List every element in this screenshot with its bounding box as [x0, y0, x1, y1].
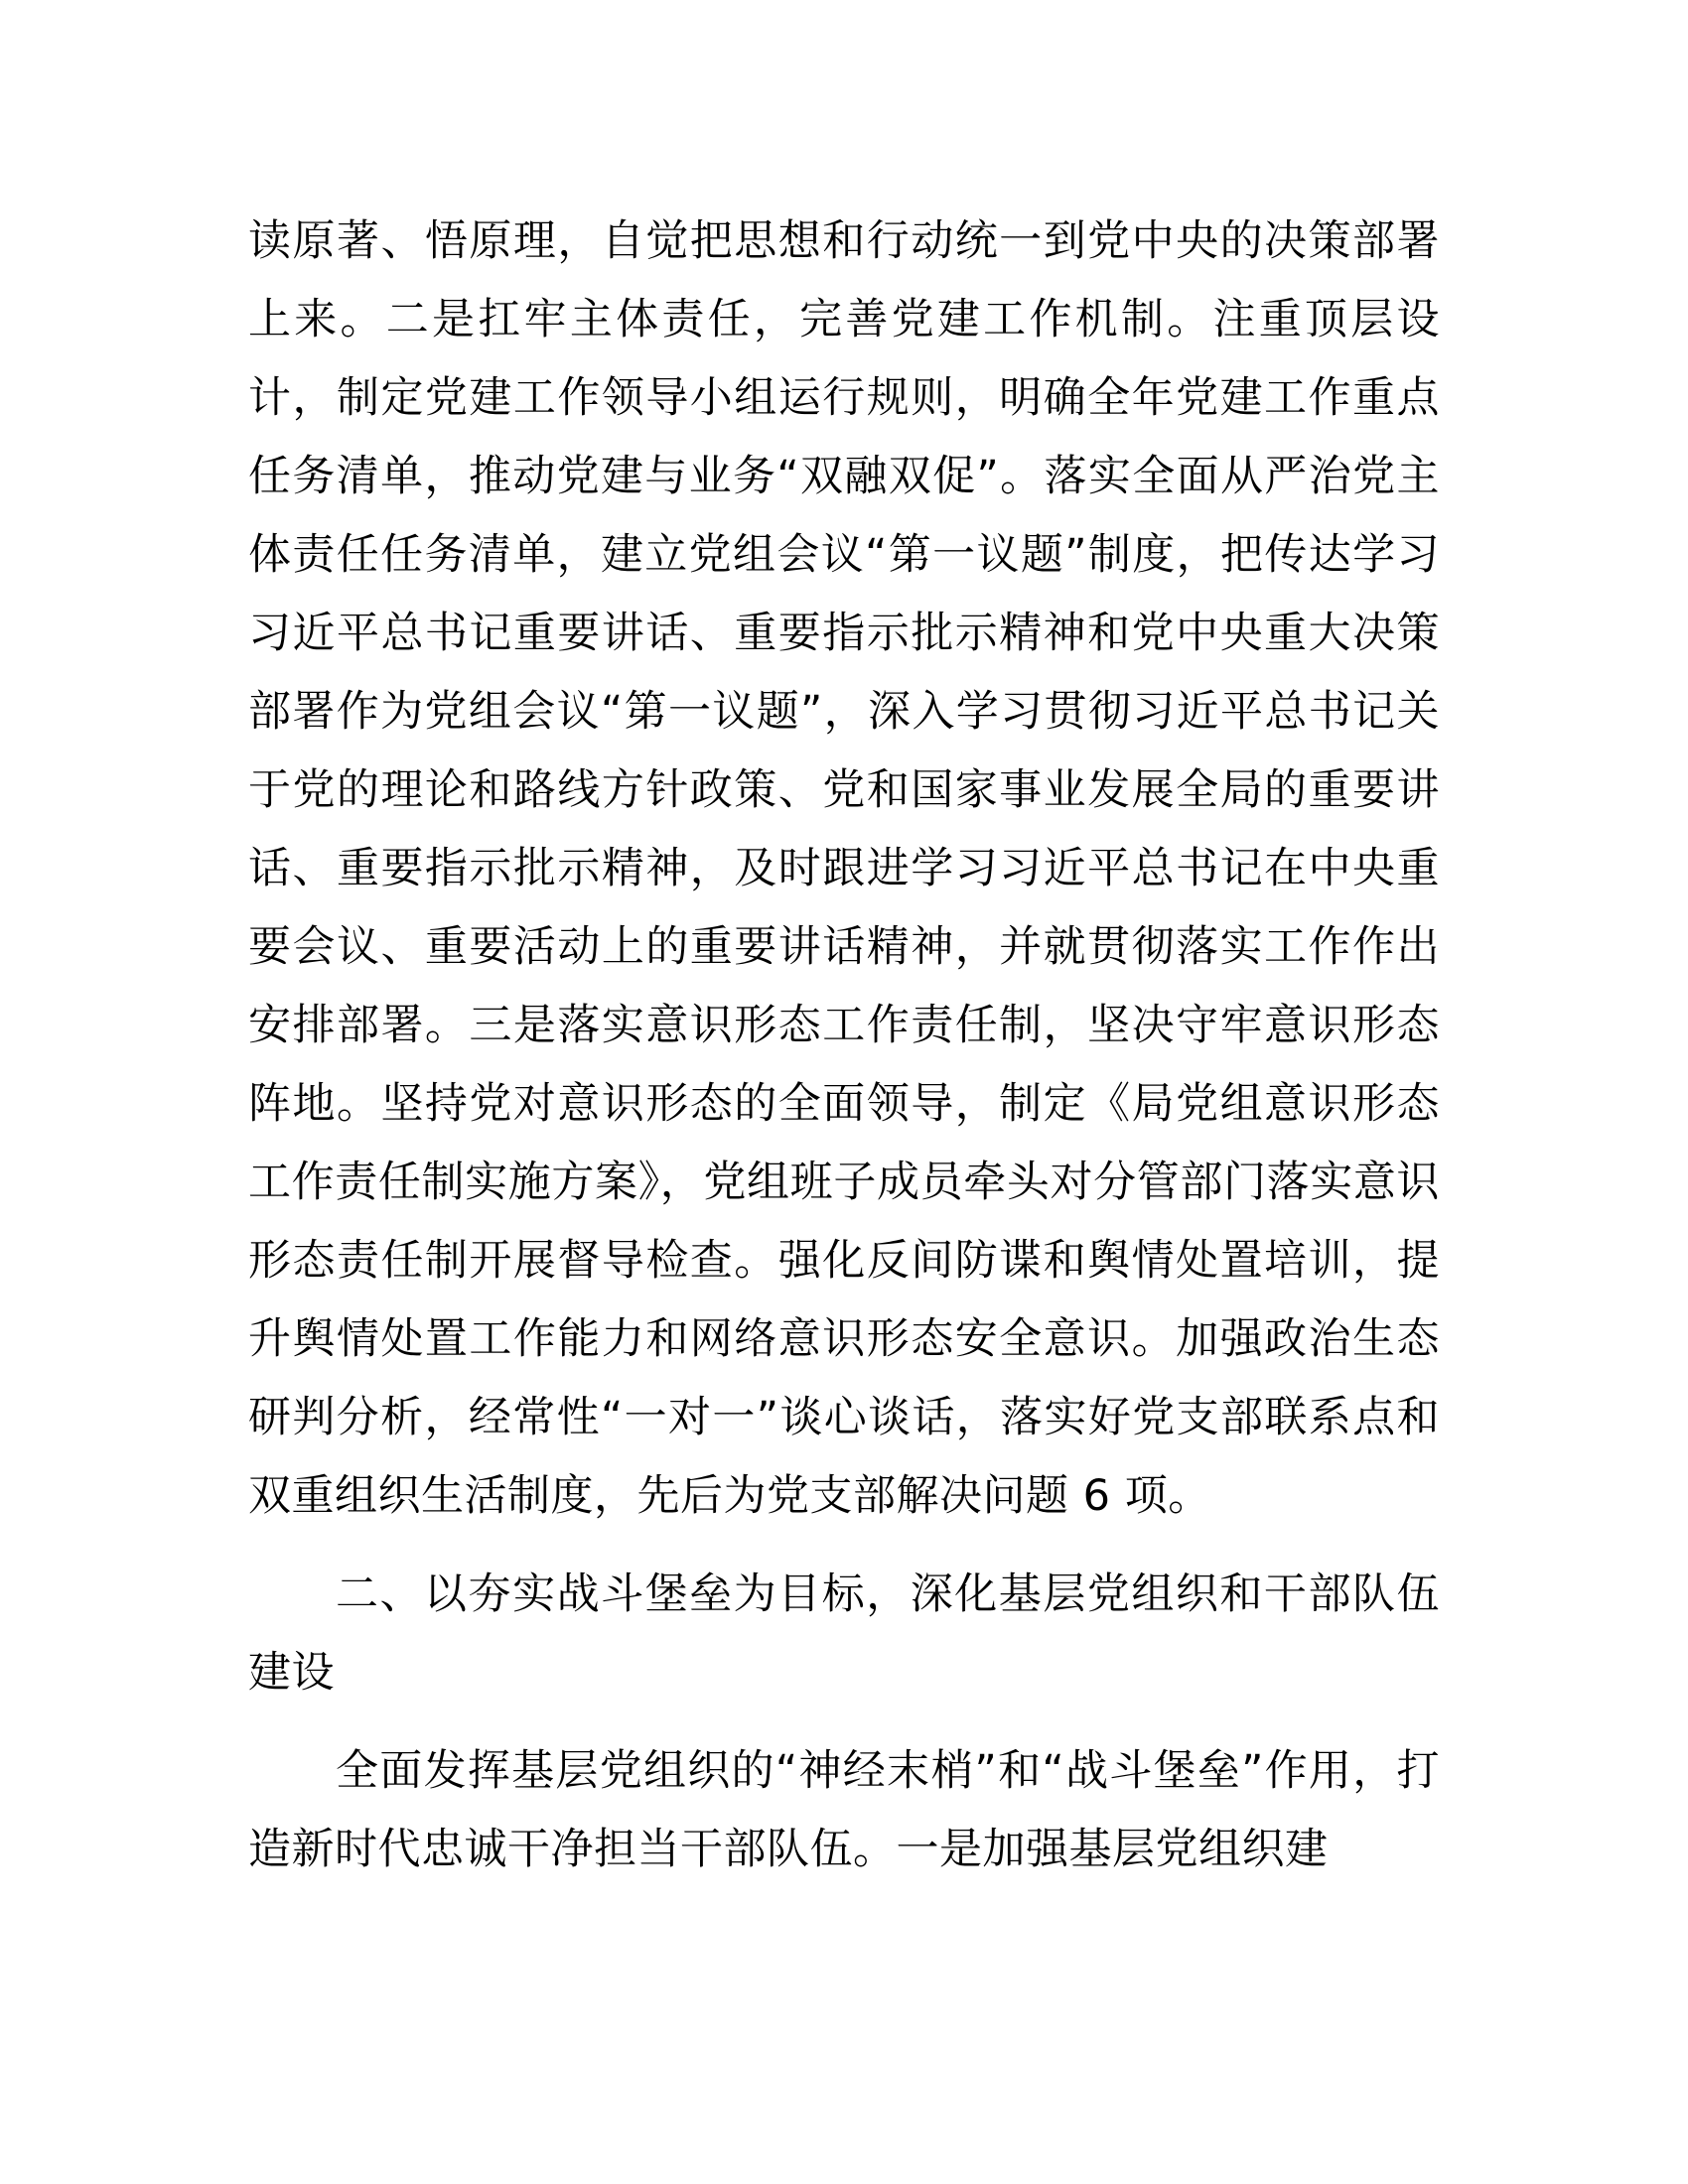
- section-heading: 二、以夯实战斗堡垒为目标，深化基层党组织和干部队伍建设: [248, 1570, 1440, 1698]
- body-paragraph: 全面发挥基层党组织的“神经末梢”和“战斗堡垒”作用，打造新时代忠诚干净担当干部队伍。一是加强基层党组织建: [248, 1746, 1440, 1874]
- body-paragraph-continued: 读原著、悟原理，自觉把思想和行动统一到党中央的决策部署上来。二是扛牢主体责任，完善党建工作机制。注重顶层设计，制定党建工作领导小组运行规则，明确全年党建工作重点任务清单，推动党建与业务“双融双促”。落实全面从严治党主体责任任务清单，建立党组会议“第一议题”制度，把传达学习习近平总书记重要讲话、重要指示批示精神和党中央重大决策部署作为党组会议“第一议题”，深入学习贯彻习近平总书记关于党的理论和路线方针政策、党和国家事业发展全局的重要讲话、重要指示批示精神，及时跟进学习习近平总书记在中央重要会议、重要活动上的重要讲话精神，并就贯彻落实工作作出安排部署。三是落实意识形态工作责任制，坚决守牢意识形态阵地。坚持党对意识形态的全面领导，制定《局党组意识形态工作责任制实施方案》，党组班子成员牵头对分管部门落实意识形态责任制开展督导检查。强化反间防谍和舆情处置培训，提升舆情处置工作能力和网络意识形态安全意识。加强政治生态研判分析，经常性“一对一”谈心谈话，落实好党支部联系点和双重组织生活制度，先后为党支部解决问题 6 项。: [248, 216, 1440, 1521]
- document-body: [248, 203, 1440, 1889]
